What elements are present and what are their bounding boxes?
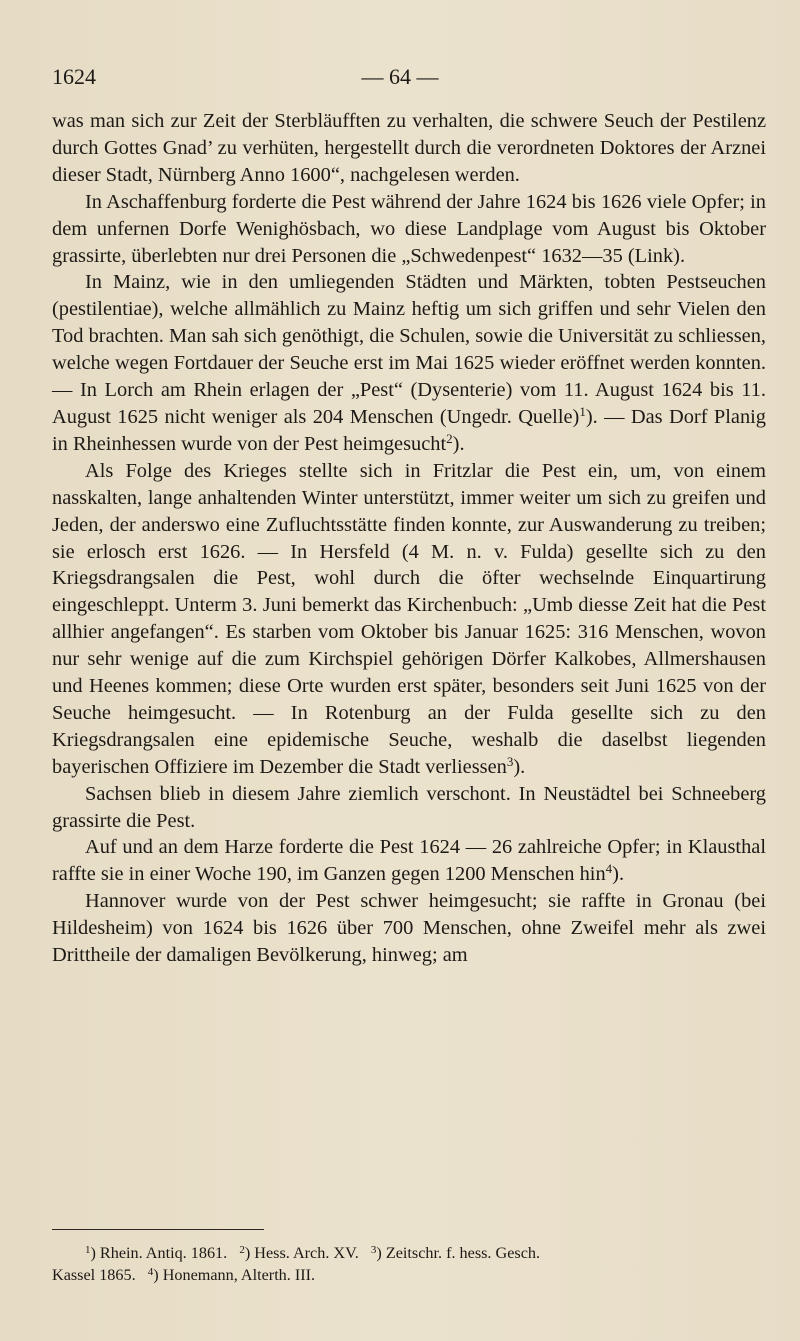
footnote-3-continued: Kassel 1865. <box>52 1266 136 1285</box>
footnote-line-1 <box>52 1242 766 1264</box>
footnote-ref-1: 1 <box>579 403 586 419</box>
footnote-ref-3: 3 <box>506 753 514 769</box>
paragraph-text: In Mainz, wie in den umliegenden Städten und Märkten, tobten Pestseuchen (pestilentiae), welche allmählich zu Mainz heftig um sich griffen und sehr Vielen den Tod brachten. Man sah sich genöthigt, die Schulen, sowie die Universität zu schliessen, welche wegen Fortdauer der Seuche erst im Mai 1625 wieder eröffnet werden konnten. — In Lorch am Rhein erlagen der „Pest“ (Dysenterie) vom 11. August 1624 bis 11. August 1625 nicht weniger als 204 Menschen (Ungedr. Quelle) <box>52 271 766 428</box>
footnote-mark-1: 1 <box>85 1244 91 1256</box>
paragraph-harz <box>52 834 766 888</box>
main-text <box>52 108 766 969</box>
footnote-line-2 <box>52 1264 766 1286</box>
paragraph-nuremberg-continued <box>52 108 766 189</box>
footnote-ref-2: 2 <box>446 430 453 446</box>
paragraph-sachsen <box>52 781 766 835</box>
paragraph-hannover <box>52 888 766 969</box>
footnote-mark-3: 3 <box>370 1244 377 1256</box>
footnote-mark-4: 4 <box>147 1266 154 1279</box>
paragraph-aschaffenburg <box>52 189 766 270</box>
footnote-4: ) Honemann, Alterth. III. <box>153 1266 316 1285</box>
paragraph-mainz <box>52 269 766 457</box>
footnote-divider <box>52 1229 264 1230</box>
paragraph-fritzlar <box>52 458 766 781</box>
page-number: — 64 — <box>361 64 439 89</box>
paragraph-text: In Aschaffenburg forderte die Pest während der Jahre 1624 bis 1626 viele Opfer; in dem unfernen Dorfe Wenighösbach, wo diese Landplage vom August bis Oktober grassirte, überlebten nur drei Personen die „Schwedenpest“ 1632—35 (Link). <box>52 190 766 267</box>
paragraph-text: ). <box>612 863 625 886</box>
paragraph-text: was man sich zur Zeit der Sterbläufften zu verhalten, die schwere Seuch der Pestilenz durch Gottes Gnad’ zu verhüten, hergestellt durch die verordneten Doktores der Arznei dieser Stadt, Nürnberg Anno 1600“, nachgelesen werden. <box>52 110 766 186</box>
footnote-2: ) Hess. Arch. XV. <box>244 1244 359 1262</box>
footnote-ref-4: 4 <box>605 861 613 877</box>
paragraph-text: ). <box>452 432 465 455</box>
page-header <box>52 64 748 92</box>
running-head-year: 1624 <box>52 64 96 89</box>
footnote-mark-2: 2 <box>239 1244 245 1256</box>
footnote-3: ) Zeitschr. f. hess. Gesch. <box>376 1244 541 1262</box>
paragraph-text: ). <box>513 755 526 778</box>
paragraph-text: Hannover wurde von der Pest schwer heimgesucht; sie raffte in Gronau (bei Hildesheim) von 1624 bis 1626 über 700 Menschen, ohne Zweifel mehr als zwei Drittheile der damaligen Bevölkerung, hinweg; am <box>52 890 766 967</box>
paragraph-text: Als Folge des Krieges stellte sich in Fritzlar die Pest ein, um, von einem nasskalten, lange anhaltenden Winter unterstützt, immer weiter um sich zu greifen und Jeden, der anderswo eine Zufluchtsstätte finden konnte, zur Auswanderung zu treiben; sie erlosch erst 1626. — In Hersfeld (4 M. n. v. Fulda) gesellte sich zu den Kriegsdrangsalen die Pest, wohl durch die öfter wechselnde Einquartirung eingeschleppt. Unterm 3. Juni bemerkt das Kirchenbuch: „Umb diesse Zeit hat die Pest allhier angefangen“. Es starben vom Oktober bis Januar 1625: 316 Menschen, wovon nur sehr wenige auf die zum Kirchspiel gehörigen Dörfer Kalkobes, Allmershausen und Heenes kommen; diese Orte wurden erst später, besonders seit Juni 1625 von der Seuche heimgesucht. — In Rotenburg an der Fulda gesellte sich zu den Kriegsdrangsalen eine epidemische Seuche, weshalb die daselbst liegenden bayerischen Offiziere im Dezember die Stadt verliessen <box>52 459 766 778</box>
paragraph-text: ). — Das Dorf Planig in Rheinhessen wurde von der Pest heimgesucht <box>52 405 766 455</box>
footnote-1: ) Rhein. Antiq. 1861. <box>90 1244 228 1262</box>
paragraph-text: Auf und an dem Harze forderte die Pest 1624 — 26 zahlreiche Opfer; in Klausthal raffte sie in einer Woche 190, im Ganzen gegen 1200 Menschen hin <box>52 836 766 886</box>
paragraph-text: Sachsen blieb in diesem Jahre ziemlich verschont. In Neustädtel bei Schneeberg grassirte die Pest. <box>52 782 766 832</box>
footnotes <box>52 1242 766 1287</box>
